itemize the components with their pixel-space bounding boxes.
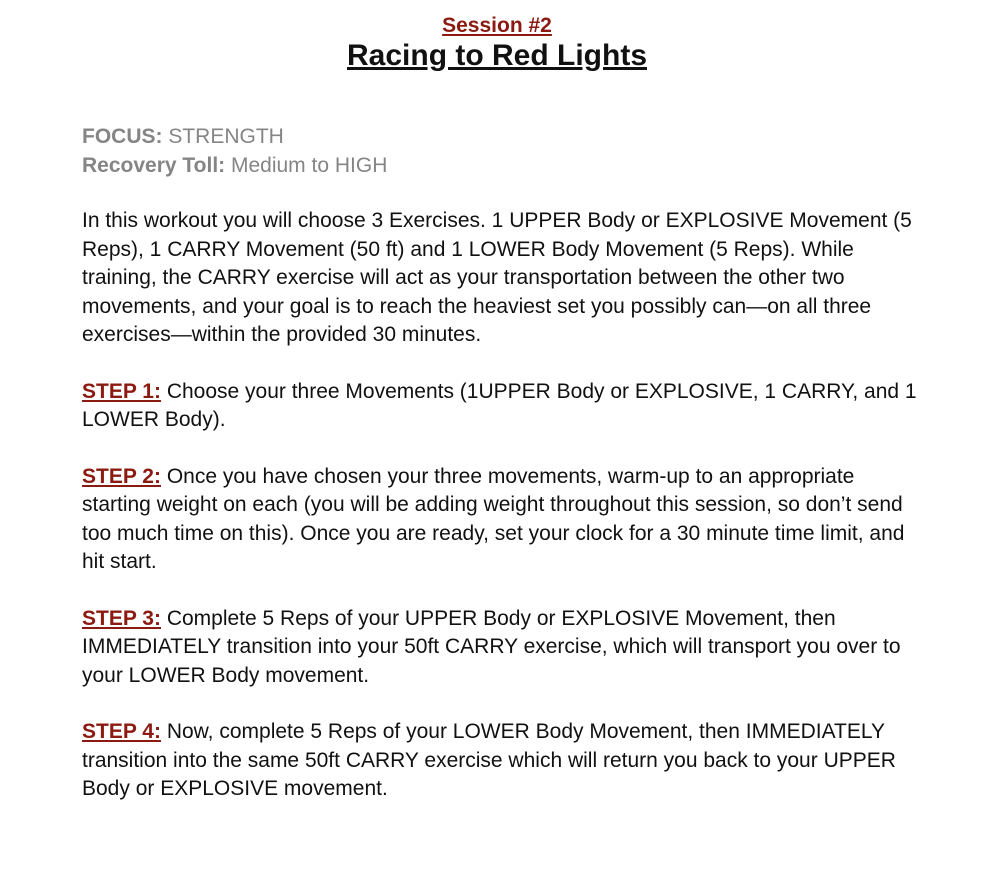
recovery-value: Medium to HIGH: [225, 154, 388, 177]
step-1-text: Choose your three Movements (1UPPER Body or EXPLOSIVE, 1 CARRY, and 1 LOWER Body).: [82, 379, 917, 431]
step-4-text: Now, complete 5 Reps of your LOWER Body Movement, then IMMEDIATELY transition into the same 50ft CARRY exercise which will return you back to your UPPER Body or EXPLOSIVE movement.: [82, 720, 896, 800]
step-3-text: Complete 5 Reps of your UPPER Body or EXPLOSIVE Movement, then IMMEDIATELY transition into your 50ft CARRY exercise, which will transport you over to your LOWER Body movement.: [82, 606, 901, 687]
document-page: [82, 12, 922, 804]
step-3-label: STEP 3:: [82, 606, 161, 630]
step-1-label: STEP 1:: [82, 379, 161, 403]
intro-paragraph: In this workout you will choose 3 Exercises. 1 UPPER Body or EXPLOSIVE Movement (5 Reps), 1 CARRY Movement (50 ft) and 1 LOWER Body Movement (5 Reps). While training, the CARRY exercise will act as your transportation between the other two movements, and your goal is to reach the heaviest set you possibly can—on all three exercises—within the provided 30 minutes.: [82, 209, 912, 346]
focus-label: FOCUS:: [82, 125, 163, 148]
step-1-paragraph: [82, 378, 922, 435]
step-3-paragraph: [82, 605, 922, 691]
session-label: Session #2: [442, 14, 552, 37]
step-4-label: STEP 4:: [82, 720, 161, 743]
step-2-paragraph: [82, 463, 922, 577]
focus-value: STRENGTH: [162, 125, 284, 148]
recovery-label: Recovery Toll:: [82, 154, 226, 177]
recovery-line: [82, 151, 922, 180]
workout-meta: [82, 122, 922, 180]
document-header: [82, 12, 912, 76]
step-2-label: STEP 2:: [82, 464, 161, 488]
step-2-text: Once you have chosen your three movements, warm-up to an appropriate starting weight on each (you will be adding weight throughout this session, so don’t send too much time on this). Once you are ready, set your clock for a 30 minute time limit, and hit start.: [82, 464, 905, 573]
focus-line: [82, 122, 922, 151]
page-title: Racing to Red Lights: [347, 39, 647, 72]
step-4-paragraph: [82, 718, 922, 804]
